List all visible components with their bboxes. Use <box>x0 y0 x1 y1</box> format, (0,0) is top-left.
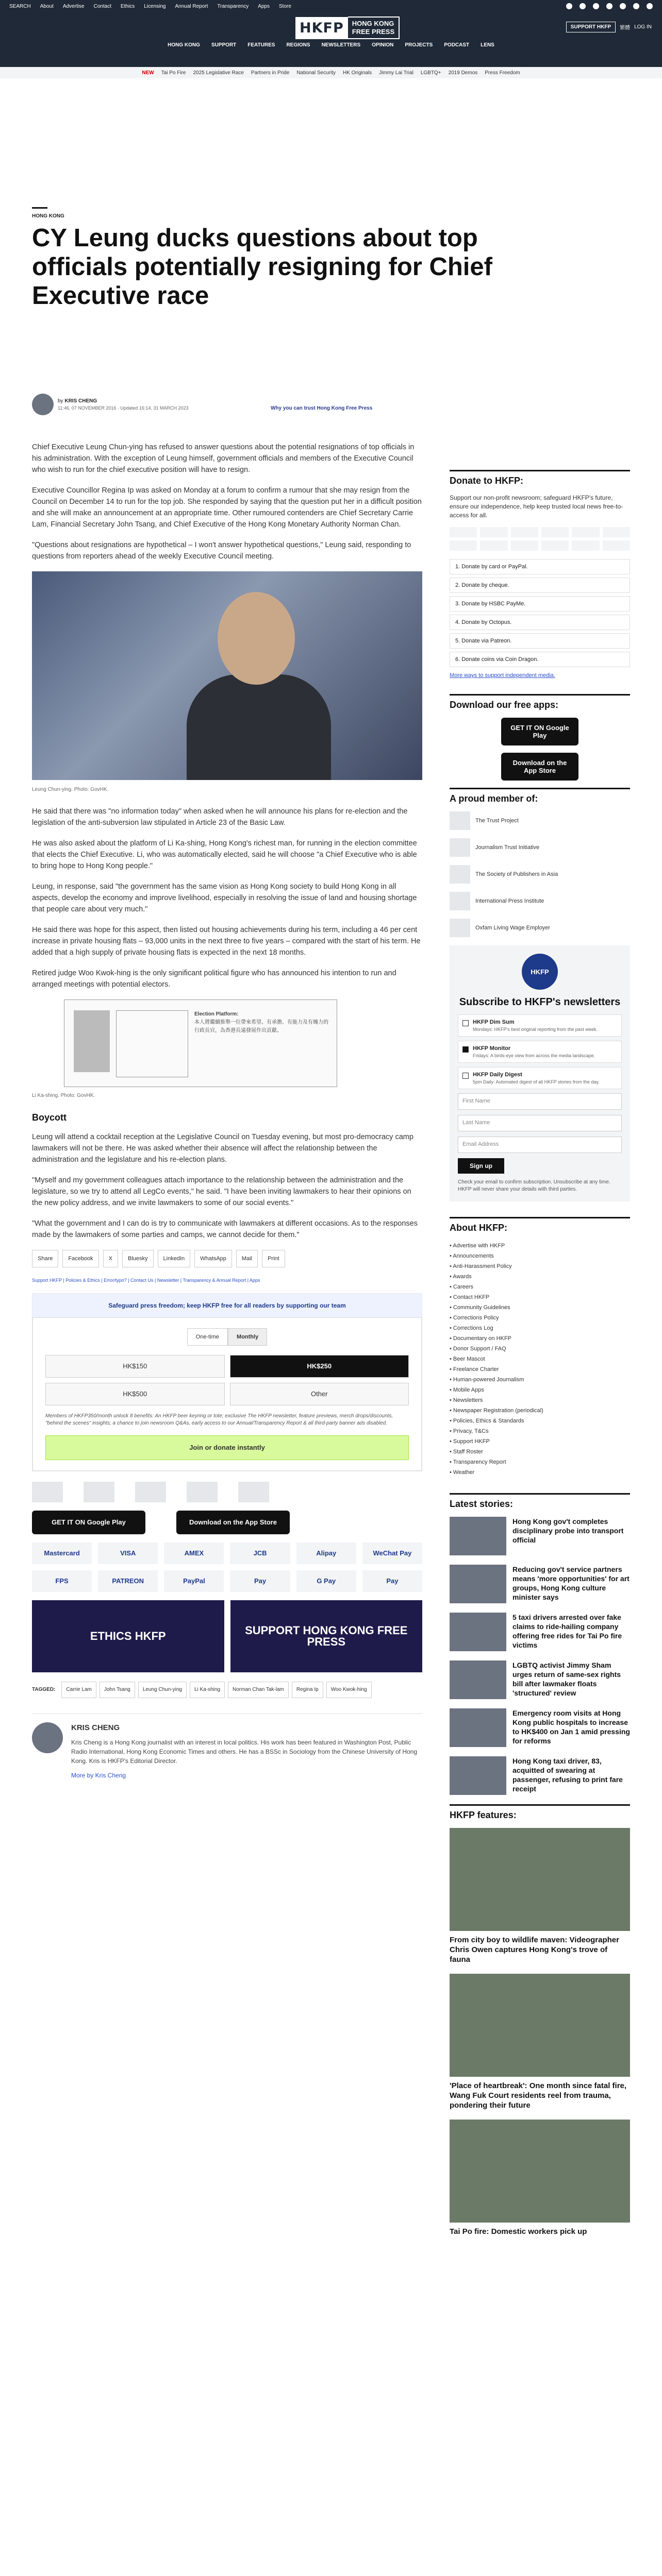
newsletter-option-daily-digest[interactable]: HKFP Daily Digest 5pm Daily: Automated digest of all HKFP stories from the day. <box>458 1067 622 1089</box>
amount-option[interactable]: HK$500 <box>45 1383 225 1405</box>
latest-story[interactable] <box>450 1660 630 1699</box>
feature-stories <box>450 1828 630 2236</box>
wechat-pay-icon <box>603 527 630 537</box>
trust-project-logo <box>450 811 470 830</box>
logo-text: HONG KONG FREE PRESS <box>348 16 400 39</box>
about-link[interactable]: • Beer Mascot <box>450 1356 485 1362</box>
telegram-icon[interactable] <box>633 3 639 9</box>
about-link[interactable]: • Privacy, T&Cs <box>450 1428 489 1434</box>
scan-heading: Election Platform: <box>194 1011 239 1017</box>
about-link[interactable]: • Freelance Charter <box>450 1366 499 1372</box>
tag[interactable]: Leung Chun-ying <box>138 1682 187 1698</box>
google-pay-icon <box>572 540 599 551</box>
topbar-licensing[interactable]: Licensing <box>144 3 166 9</box>
topbar-ethics[interactable]: Ethics <box>120 3 135 9</box>
sidebar <box>450 470 630 2246</box>
email-field[interactable]: Email Address <box>458 1137 622 1153</box>
latest-story[interactable] <box>450 1613 630 1651</box>
subnav-item[interactable]: Partners in Pride <box>251 70 290 76</box>
latest-story[interactable] <box>450 1565 630 1603</box>
amount-option[interactable]: HK$150 <box>45 1355 225 1378</box>
paragraph: Executive Councillor Regina Ip was asked on Monday at a forum to confirm a rumour that she may resign from the Council on December 14 to run for the top job. She responded by saying that the question put her in a difficult position and she will make an announcement at an appropriate time. Other rumoured contenders are Chief Secretary Carrie Lam, Financial Secretary John Tsang, and Chief Executive of the Hong Kong Monetary Authority Norman Chan. <box>32 486 422 529</box>
author-name[interactable]: KRIS CHENG <box>64 398 97 404</box>
about-list <box>450 1241 630 1478</box>
latest-heading: Latest stories: <box>450 1493 630 1510</box>
tag[interactable]: John Tsang <box>100 1682 135 1698</box>
patreon-icon[interactable]: PATREON <box>98 1570 158 1592</box>
paragraph: He was also asked about the platform of Li Ka-shing, Hong Kong's richest man, for running in the election committee that elects the Chief Executive. Li, who was automatically elected, said he will choose "a Chief Executive who is able to bring hope to Hong Kong people." <box>32 839 417 870</box>
jti-logo <box>84 1482 114 1502</box>
ipi-logo <box>450 892 470 910</box>
amex-icon <box>511 527 538 537</box>
facebook-icon[interactable] <box>566 3 572 9</box>
topbar-search[interactable]: SEARCH <box>9 3 31 9</box>
amex-icon[interactable]: AMEX <box>164 1543 224 1564</box>
about-link[interactable]: • Awards <box>450 1274 472 1280</box>
share-whatsapp-button[interactable]: WhatsApp <box>194 1250 232 1267</box>
latest-story[interactable] <box>450 1517 630 1555</box>
join-button[interactable]: Join or donate instantly <box>45 1435 409 1460</box>
main-nav <box>0 42 662 48</box>
share-linkedin-button[interactable]: LinkedIn <box>158 1250 191 1267</box>
alipay-icon[interactable]: Alipay <box>296 1543 356 1564</box>
topbar-apps[interactable]: Apps <box>258 3 270 9</box>
topbar-about[interactable]: About <box>40 3 54 9</box>
apps-heading: Download our free apps: <box>450 694 630 710</box>
subnav-item[interactable]: 2025 Legislative Race <box>193 70 244 76</box>
newsletter-option-dim-sum[interactable]: HKFP Dim Sum Mondays: HKFP's best original reporting from the past week. <box>458 1014 622 1037</box>
share-bluesky-button[interactable]: Bluesky <box>122 1250 154 1267</box>
subnav-item[interactable]: 2019 Demos <box>448 70 478 76</box>
section-rule <box>32 207 47 209</box>
feature-headline[interactable]: From city boy to wildlife maven: Videographer Chris Owen captures Hong Kong's trove of fauna <box>450 1936 619 1964</box>
story-thumbnail <box>450 1613 506 1651</box>
story-thumbnail <box>450 1708 506 1747</box>
story-headline[interactable]: 5 taxi drivers arrested over fake claims to ride-hailing company offering free rides for Tai Po fire victims <box>512 1613 622 1649</box>
membership-note: Members of HKFP350/month unlock 8 benefits: An HKFP beer keyring or tote; exclusive The HKFP newsletter, feature previews, merch drops/discounts, "behind the scenes" insights; a chance to join newsroom Q&As, early access to our Annual/Transparency Report & all third-party banner ads disabled. <box>45 1413 393 1426</box>
feature-headline[interactable]: Tai Po fire: Domestic workers pick up <box>450 2227 587 2236</box>
about-link[interactable]: • Documentary on HKFP <box>450 1335 512 1342</box>
share-facebook-button[interactable]: Facebook <box>62 1250 98 1267</box>
login-link[interactable]: LOG IN <box>634 24 652 30</box>
fps-icon <box>450 540 477 551</box>
paragraph: He said that there was "no information today" when asked when he will announce his plans for re-election and the legislation of the anti-subversion law stipulated in Article 23 of the Basic Law. <box>32 807 408 827</box>
apple-pay-icon <box>541 540 569 551</box>
about-link[interactable]: • Corrections Log <box>450 1325 493 1331</box>
subnav-item[interactable]: LGBTQ+ <box>420 70 441 76</box>
feature-story[interactable] <box>450 1828 630 1964</box>
author-bio: Kris Cheng is a Hong Kong journalist with an interest in local politics. His work has been featured in Washington Post, Public Radio International, Hong Kong Economic Times and others. He has a BSSc in Sociology from the Chinese University of Hong Kong. Kris is HKFP's Editorial Director. <box>71 1739 418 1765</box>
app-store-button[interactable]: Download on the App Store <box>176 1511 290 1534</box>
donate-option[interactable]: 4. Donate by Octopus. <box>450 615 630 630</box>
story-headline[interactable]: Hong Kong gov't completes disciplinary probe into transport official <box>512 1517 624 1544</box>
last-name-field[interactable]: Last Name <box>458 1115 622 1131</box>
story-thumbnail <box>450 1517 506 1555</box>
tag[interactable]: Carrie Lam <box>61 1682 96 1698</box>
donate-banner[interactable]: Safeguard press freedom; keep HKFP free for all readers by supporting our team <box>32 1294 422 1317</box>
feature-story[interactable] <box>450 2120 630 2236</box>
share-print-button[interactable]: Print <box>262 1250 285 1267</box>
rss-icon[interactable] <box>647 3 653 9</box>
oxfam-logo <box>450 919 470 937</box>
photo-caption: Leung Chun-ying. Photo: GovHK. <box>32 787 109 792</box>
partner-logos <box>32 1482 422 1502</box>
author-avatar <box>32 394 54 415</box>
about-link[interactable]: • Mobile Apps <box>450 1387 484 1393</box>
by-label: by <box>58 398 63 404</box>
jti-logo <box>450 838 470 857</box>
donate-option[interactable]: 3. Donate by HSBC PayMe. <box>450 596 630 612</box>
newsletter-box <box>450 945 630 1201</box>
tag[interactable]: Regina Ip <box>292 1682 323 1698</box>
about-link[interactable]: • Human-powered Journalism <box>450 1377 524 1383</box>
paragraph: Retired judge Woo Kwok-hing is the only significant political figure who has announced his intention to run and arranged meetings with potential electors. <box>32 969 396 989</box>
story-thumbnail <box>450 1660 506 1699</box>
article-photo <box>32 571 422 780</box>
publish-date: 11:46, 07 NOVEMBER 2016 · Updated 16:14, 31 MARCH 2023 <box>58 405 189 411</box>
about-link[interactable]: • Announcements <box>450 1253 494 1259</box>
nav-podcast[interactable]: PODCAST <box>444 42 470 48</box>
about-link[interactable]: • Staff Roster <box>450 1449 483 1455</box>
paragraph: "Questions about resignations are hypothetical – I won't answer hypothetical questions," Leung said, responding to questions from reporters ahead of the weekly Executive Council meeting. <box>32 541 411 561</box>
linkedin-icon[interactable] <box>620 3 626 9</box>
about-link[interactable]: • Donor Support / FAQ <box>450 1346 506 1352</box>
new-badge: NEW <box>142 70 154 76</box>
policy-links[interactable]: Support HKFP | Policies & Ethics | Error/typo? | Contact Us | Newsletter | Transparency & Annual Report | Apps <box>32 1278 260 1283</box>
paragraph: "Myself and my government colleagues attach importance to the relationship between the administration and the legislature, so we try to attend all LegCo events," he said. "I have been inviting lawmakers to hear their opinions on the new policy address, and we invite lawmakers to some of our social events." <box>32 1176 411 1207</box>
alipay-icon <box>572 527 599 537</box>
tag[interactable]: Li Ka-shing <box>190 1682 225 1698</box>
story-headline[interactable]: LGBTQ activist Jimmy Sham urges return of same-sex rights bill after lawmaker floats 'structured' review <box>512 1661 621 1697</box>
amount-option-selected[interactable]: HK$250 <box>230 1355 409 1378</box>
tag[interactable]: Norman Chan Tak-lam <box>228 1682 289 1698</box>
topbar-store[interactable]: Store <box>279 3 291 9</box>
li-ka-shing-photo <box>74 1010 110 1072</box>
story-thumbnail <box>450 1756 506 1795</box>
patreon-icon <box>480 540 507 551</box>
photo-caption: Li Ka-shing. Photo: GovHK. <box>32 1093 95 1098</box>
more-ways-link[interactable]: More ways to support independent media. <box>450 672 555 679</box>
apple-pay-icon[interactable]: Pay <box>230 1570 290 1592</box>
logo-mark: HKFP <box>295 17 348 39</box>
donate-widget <box>32 1293 422 1471</box>
about-link[interactable]: • Community Guidelines <box>450 1304 510 1311</box>
x-icon[interactable] <box>580 3 586 9</box>
member-item[interactable]: Journalism Trust Initiative <box>450 838 630 857</box>
sidebar-payment-logos <box>450 527 630 551</box>
donate-text: Support our non-profit newsroom; safeguard HKFP's future, ensure our independence, help keep trusted local news free-to-access for all. <box>450 494 623 519</box>
nav-regions[interactable]: REGIONS <box>286 42 310 48</box>
frequency-one-time[interactable]: One-time <box>187 1328 228 1346</box>
topbar-transparency[interactable]: Transparency <box>217 3 249 9</box>
feature-story[interactable] <box>450 1974 630 2110</box>
scan-text: 本人將繼續推舉一位帶來希望、有承擔、有能力及有魄力的行政長官，為香港長遠發展作出貢獻。 <box>194 1020 328 1033</box>
ipi-logo <box>187 1482 218 1502</box>
jcb-icon[interactable]: JCB <box>230 1543 290 1564</box>
checkbox[interactable] <box>462 1020 469 1026</box>
story-headline[interactable]: Emergency room visits at Hong Kong public hospitals to increase to HK$400 on Jan 1 amid pressing for reforms <box>512 1709 630 1745</box>
sub-nav <box>0 67 662 78</box>
google-play-button[interactable]: GET IT ON Google Play <box>32 1511 145 1534</box>
candidate-table <box>116 1010 188 1077</box>
hkfp-badge: HKFP <box>522 954 558 990</box>
article-body <box>32 442 422 1781</box>
payment-methods <box>32 1543 422 1592</box>
visa-icon[interactable]: VISA <box>98 1543 158 1564</box>
about-link[interactable]: • Advertise with HKFP <box>450 1243 505 1249</box>
tag[interactable]: Woo Kwok-hing <box>326 1682 372 1698</box>
frequency-monthly[interactable]: Monthly <box>228 1328 267 1346</box>
ethics-banner[interactable]: ETHICS HKFP <box>32 1600 224 1672</box>
trust-project-logo <box>32 1482 63 1502</box>
donate-option[interactable]: 6. Donate coins via Coin Dragon. <box>450 652 630 667</box>
paragraph: Leung will attend a cocktail reception at the Legislative Council on Tuesday evening, but most pro-democracy camp lawmakers will not be there. He was asked whether their absence will affect the relationship between the administration and the legislature and his re-election plans. <box>32 1133 413 1164</box>
google-pay-icon[interactable]: G Pay <box>296 1570 356 1592</box>
author-box-name[interactable]: KRIS CHENG <box>71 1723 120 1732</box>
subnav-item[interactable]: Tai Po Fire <box>161 70 186 76</box>
language-switch[interactable]: 繁體 <box>620 25 631 31</box>
wechat-pay-icon[interactable]: WeChat Pay <box>362 1543 422 1564</box>
newsletter-option-monitor[interactable]: HKFP Monitor Fridays: A birds-eye view from across the media landscape. <box>458 1041 622 1063</box>
byline <box>32 394 188 415</box>
site-logo[interactable] <box>295 16 400 39</box>
article-title: CY Leung ducks questions about top officials potentially resigning for Chief Executive race <box>32 224 492 310</box>
site-header <box>0 12 662 67</box>
about-link[interactable]: • Transparency Report <box>450 1459 506 1465</box>
tags <box>32 1682 422 1698</box>
story-headline[interactable]: Hong Kong taxi driver, 83, acquitted of swearing at passenger, refusing to print fare receipt <box>512 1757 623 1793</box>
donate-heading: Donate to HKFP: <box>450 470 630 486</box>
about-link[interactable]: • Weather <box>450 1469 475 1476</box>
checkbox-checked[interactable] <box>462 1046 469 1053</box>
top-bar <box>0 0 662 12</box>
latest-story[interactable] <box>450 1708 630 1747</box>
features-heading: HKFP features: <box>450 1804 630 1821</box>
first-name-field[interactable]: First Name <box>458 1093 622 1110</box>
checkbox[interactable] <box>462 1073 469 1079</box>
share-mail-button[interactable]: Mail <box>236 1250 258 1267</box>
section-label[interactable]: HONG KONG <box>32 213 64 219</box>
feature-image <box>450 1974 630 2077</box>
oxfam-logo <box>238 1482 269 1502</box>
paragraph: Chief Executive Leung Chun-ying has refused to answer questions about the potential resignations of top officials in his administration. With the exception of Leung himself, government officials and members of the Executive Council who wish to run for the chief executive position will have to resign. <box>32 443 415 474</box>
support-banner[interactable]: SUPPORT HONG KONG FREE PRESS <box>230 1600 423 1672</box>
samsung-pay-icon[interactable]: Pay <box>362 1570 422 1592</box>
donate-option[interactable]: 2. Donate by cheque. <box>450 578 630 593</box>
signup-note: Check your email to confirm subscription. Unsubscribe at any time. HKFP will never share your details with third parties. <box>458 1179 610 1192</box>
tags-label: TAGGED: <box>32 1687 56 1692</box>
topbar-advertise[interactable]: Advertise <box>62 3 85 9</box>
paragraph: Leung, in response, said "the government has the same vision as Hong Kong society to build Hong Kong in all aspects, develop the economy and improve livelihood, especially in resolving the issue of land and housing shortage that people care about very much." <box>32 883 417 913</box>
support-button[interactable]: SUPPORT HKFP <box>566 22 616 32</box>
author-box <box>32 1714 422 1781</box>
paypal-icon[interactable]: PayPal <box>164 1570 224 1592</box>
about-link[interactable]: • Newspaper Registration (periodical) <box>450 1408 543 1414</box>
member-item[interactable]: The Trust Project <box>450 811 630 830</box>
subnav-item[interactable]: Press Freedom <box>485 70 520 76</box>
nav-hong-kong[interactable]: HONG KONG <box>168 42 200 48</box>
about-link[interactable]: • Newsletters <box>450 1397 483 1403</box>
trust-link[interactable]: Why you can trust Hong Kong Free Press <box>271 405 373 411</box>
subnav-item[interactable]: HK Originals <box>342 70 372 76</box>
nav-newsletters[interactable]: NEWSLETTERS <box>321 42 361 48</box>
about-heading: About HKFP: <box>450 1217 630 1233</box>
about-link[interactable]: • Contact HKFP <box>450 1294 490 1300</box>
topbar-contact[interactable]: Contact <box>93 3 111 9</box>
mastercard-icon[interactable]: Mastercard <box>32 1543 92 1564</box>
nav-opinion[interactable]: OPINION <box>372 42 394 48</box>
about-link[interactable]: • Corrections Policy <box>450 1315 499 1321</box>
fps-icon[interactable]: FPS <box>32 1570 92 1592</box>
amount-option-other[interactable]: Other <box>230 1383 409 1405</box>
paragraph: He said there was hope for this aspect, then listed out housing achievements during his term, including a 46 per cent increase in private housing flats – 93,000 units in the next three to five years – compared with the start of his term. He added that a high supply of private housing flats is expected in the next 18 months. <box>32 926 421 957</box>
visa-icon <box>480 527 507 537</box>
paragraph: "What the government and I can do is try to communicate with lawmakers at different occasions. As to the responses made by the lawmakers of some parties and camps, we cannot decide for them." <box>32 1219 418 1239</box>
feature-image <box>450 1828 630 1931</box>
members-heading: A proud member of: <box>450 788 630 804</box>
about-link[interactable]: • Policies, Ethics & Standards <box>450 1418 524 1424</box>
story-headline[interactable]: Reducing gov't service partners means 'more opportunities' for art groups, Hong Kong culture minister says <box>512 1565 630 1601</box>
google-play-button[interactable]: GET IT ON Google Play <box>501 718 578 745</box>
share-bar <box>32 1250 422 1267</box>
member-item[interactable]: International Press Institute <box>450 892 630 910</box>
sopa-logo <box>450 865 470 884</box>
about-link[interactable]: • Careers <box>450 1284 474 1290</box>
subnav-item[interactable]: National Security <box>296 70 336 76</box>
youtube-icon[interactable] <box>606 3 613 9</box>
member-item[interactable]: The Society of Publishers in Asia <box>450 865 630 884</box>
nav-support[interactable]: SUPPORT <box>211 42 237 48</box>
share-x-button[interactable]: X <box>103 1250 118 1267</box>
about-link[interactable]: • Anti-Harassment Policy <box>450 1263 512 1269</box>
newsletter-heading: Subscribe to HKFP's newsletters <box>459 996 621 1008</box>
author-box-avatar <box>32 1722 63 1753</box>
nav-features[interactable]: FEATURES <box>247 42 275 48</box>
sopa-logo <box>135 1482 166 1502</box>
paypal-icon <box>511 540 538 551</box>
feature-headline[interactable]: 'Place of heartbreak': One month since fatal fire, Wang Fuk Court residents reel from trauma, pondering their future <box>450 2081 627 2110</box>
signup-button[interactable]: Sign up <box>458 1158 504 1174</box>
jcb-icon <box>541 527 569 537</box>
topbar-annual-report[interactable]: Annual Report <box>175 3 208 9</box>
app-store-button[interactable]: Download on the App Store <box>501 753 578 781</box>
more-by-author-link[interactable]: More by Kris Cheng <box>71 1772 126 1779</box>
nav-lens[interactable]: LENS <box>481 42 494 48</box>
story-thumbnail <box>450 1565 506 1603</box>
feature-image <box>450 2120 630 2223</box>
nav-projects[interactable]: PROJECTS <box>405 42 433 48</box>
donate-option[interactable]: 1. Donate by card or PayPal. <box>450 559 630 574</box>
share-label: Share <box>32 1250 58 1267</box>
latest-story[interactable] <box>450 1756 630 1795</box>
mastercard-icon <box>450 527 477 537</box>
social-icons <box>566 3 653 9</box>
about-link[interactable]: • Support HKFP <box>450 1438 490 1445</box>
election-platform-scan <box>64 999 337 1087</box>
subheading: Boycott <box>32 1112 67 1123</box>
subnav-item[interactable]: Jimmy Lai Trial <box>379 70 413 76</box>
samsung-pay-icon <box>603 540 630 551</box>
instagram-icon[interactable] <box>593 3 599 9</box>
latest-stories <box>450 1517 630 1795</box>
donate-option[interactable]: 5. Donate via Patreon. <box>450 633 630 649</box>
member-item[interactable]: Oxfam Living Wage Employer <box>450 919 630 937</box>
